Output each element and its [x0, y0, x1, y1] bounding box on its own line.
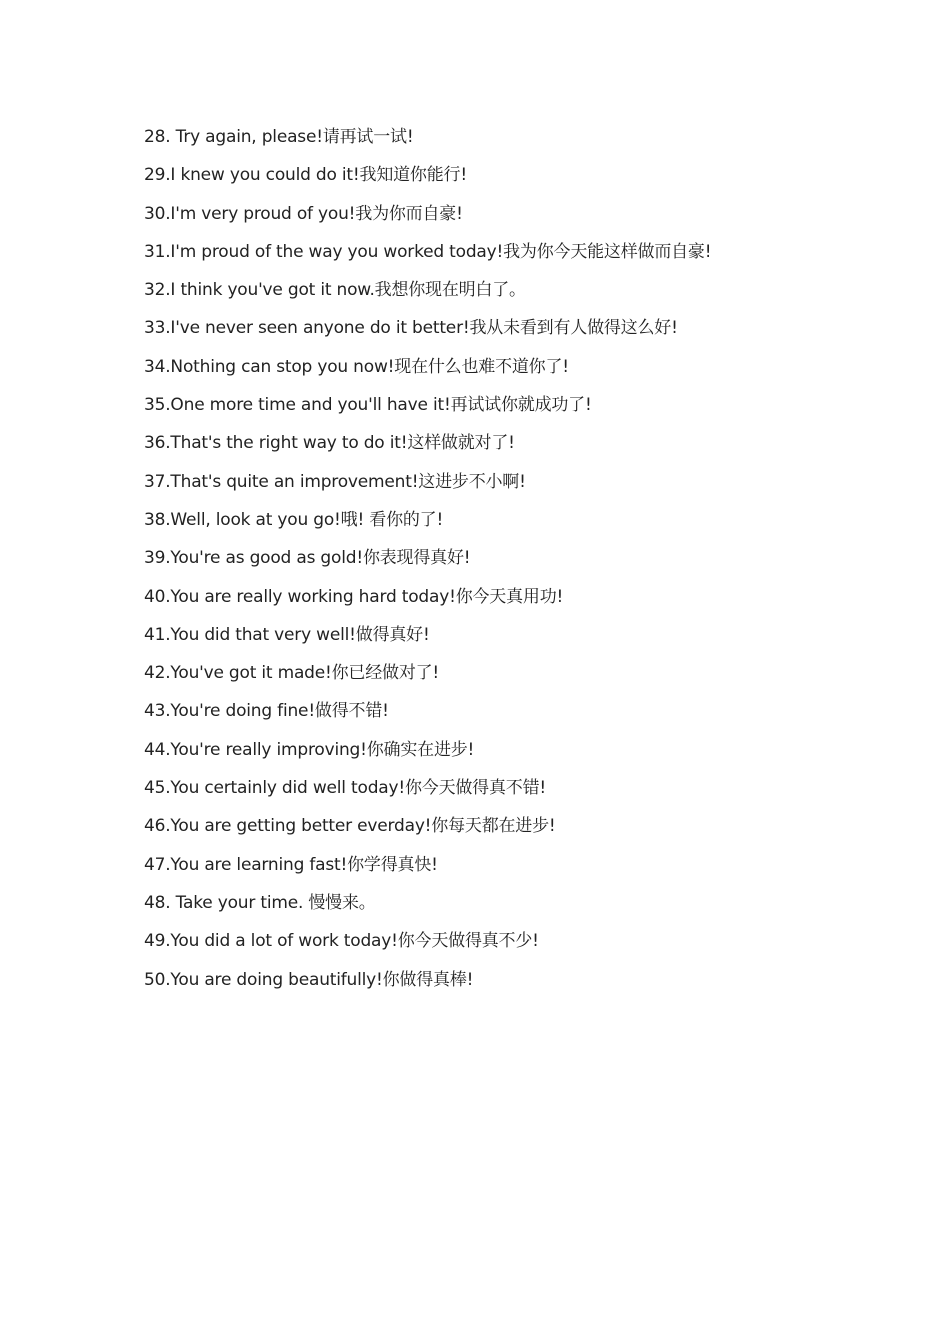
phrase-item: 50.You are doing beautifully!你做得真棒! [144, 969, 474, 990]
phrase-item: 39.You're as good as gold!你表现得真好! [144, 548, 471, 569]
phrase-item: 31.I'm proud of the way you worked today!我为你今天能这样做而自豪! [144, 241, 712, 262]
phrase-item: 32.I think you've got it now.我想你现在明白了。 [144, 280, 526, 301]
phrase-item: 42.You've got it made!你已经做对了! [144, 663, 440, 684]
phrase-item: 48. Take your time. 慢慢来。 [144, 892, 376, 913]
phrase-item: 46.You are getting better everday!你每天都在进步! [144, 816, 556, 837]
phrase-item: 45.You certainly did well today!你今天做得真不错! [144, 778, 546, 799]
phrase-item: 29.I knew you could do it!我知道你能行! [144, 165, 467, 186]
phrase-item: 40.You are really working hard today!你今天真用功! [144, 586, 564, 607]
phrase-item: 41.You did that very well!做得真好! [144, 624, 430, 645]
phrase-item: 35.One more time and you'll have it!再试试你就成功了! [144, 395, 592, 416]
phrase-item: 36.That's the right way to do it!这样做就对了! [144, 433, 515, 454]
phrase-item: 34.Nothing can stop you now!现在什么也难不道你了! [144, 356, 569, 377]
phrase-item: 33.I've never seen anyone do it better!我从未看到有人做得这么好! [144, 318, 678, 339]
phrase-item: 44.You're really improving!你确实在进步! [144, 739, 475, 760]
phrase-item: 38.Well, look at you go!哦! 看你的了! [144, 509, 444, 530]
phrase-item: 47.You are learning fast!你学得真快! [144, 854, 438, 875]
phrase-item: 37.That's quite an improvement!这进步不小啊! [144, 471, 526, 492]
phrase-item: 43.You're doing fine!做得不错! [144, 701, 389, 722]
phrase-item: 28. Try again, please!请再试一试! [144, 127, 414, 147]
phrase-item: 49.You did a lot of work today!你今天做得真不少! [144, 931, 539, 952]
phrase-list [144, 124, 904, 1005]
phrase-item: 30.I'm very proud of you!我为你而自豪! [144, 203, 463, 224]
